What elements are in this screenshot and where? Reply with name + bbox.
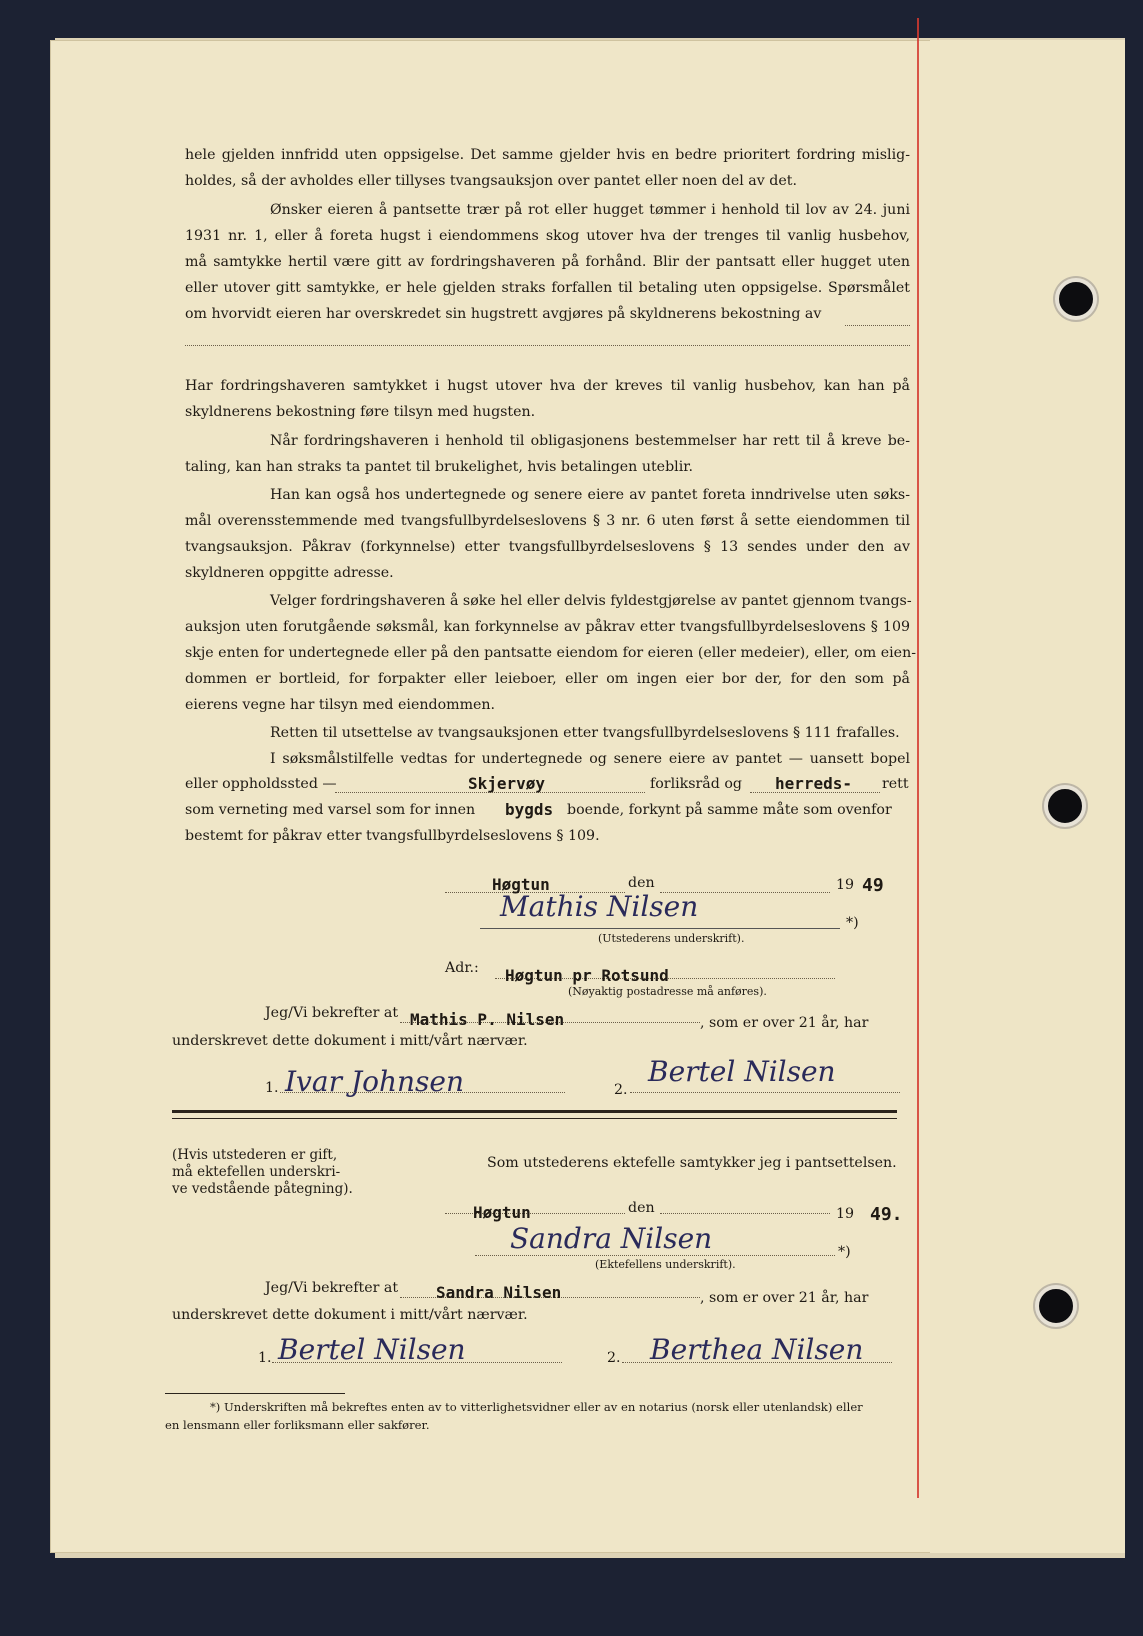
spouse-sig-caption: (Ektefellens underskrift). bbox=[595, 1258, 736, 1271]
spouse-year-prefix: 19 bbox=[836, 1206, 855, 1222]
body-line: dommen er bortleid, for forpakter eller leieboer, eller om ingen eier bor der, for den som på bbox=[185, 671, 910, 687]
spouse-year: 49. bbox=[870, 1204, 903, 1225]
body-line: må samtykke hertil være gitt av fordringshaveren på forhånd. Blir der pantsatt eller hugget uten bbox=[185, 254, 910, 270]
witness1-number-2: 2. bbox=[614, 1082, 628, 1098]
page-right-margin bbox=[930, 40, 1125, 1553]
address-caption: (Nøyaktig postadresse må anføres). bbox=[568, 985, 767, 998]
body-line: eller utover gitt samtykke, er hele gjelden straks forfallen til betaling uten oppsigelse. Spørsmålet bbox=[185, 280, 910, 296]
witness1-signature-1: Ivar Johnsen bbox=[285, 1065, 464, 1098]
year-prefix: 19 bbox=[836, 877, 855, 893]
punch-hole-middle bbox=[1044, 785, 1086, 827]
blank-line bbox=[185, 345, 910, 346]
body-line: taling, kan han straks ta pantet til brukelighet, hvis betalingen uteblir. bbox=[185, 459, 693, 475]
body-line: Ønsker eieren å pantsette trær på rot eller hugget tømmer i henhold til lov av 24. juni bbox=[270, 202, 910, 218]
body-line: auksjon uten forutgående søksmål, kan forkynnelse av påkrav etter tvangsfullbyrdelseslovens § 109 bbox=[185, 619, 910, 635]
section-divider-thin bbox=[172, 1118, 897, 1119]
spouse-den-label: den bbox=[628, 1200, 655, 1216]
venue-court: herreds- bbox=[775, 774, 853, 793]
spouse-place: Høgtun bbox=[473, 1203, 531, 1222]
witness1-tail: , som er over 21 år, har bbox=[700, 1015, 869, 1031]
witness2-number-1: 1. bbox=[258, 1350, 272, 1366]
witness2-tail: , som er over 21 år, har bbox=[700, 1290, 869, 1306]
witness1-line2: underskrevet dette dokument i mitt/vårt nærvær. bbox=[172, 1033, 528, 1049]
blank-line bbox=[845, 325, 910, 326]
spouse-sig-note: *) bbox=[838, 1244, 851, 1260]
venue-line2-suffix: boende, forkynt på samme måte som ovenfor bbox=[567, 802, 892, 818]
venue-line2-prefix: som verneting med varsel som for innen bbox=[185, 802, 476, 818]
issuer-year: 49 bbox=[862, 875, 884, 896]
body-line: hele gjelden innfridd uten oppsigelse. Det samme gjelder hvis en bedre prioritert fordring mislig- bbox=[185, 147, 910, 163]
body-line: Når fordringshaveren i henhold til obligasjonens bestemmelser har rett til å kreve be- bbox=[270, 433, 910, 449]
witness1-line-1 bbox=[280, 1092, 565, 1093]
body-line: Velger fordringshaveren å søke hel eller delvis fyldestgjørelse av pantet gjennom tvangs- bbox=[270, 593, 912, 609]
issuer-sig-caption: (Utstederens underskrift). bbox=[598, 932, 745, 945]
witness2-signature-1: Bertel Nilsen bbox=[278, 1333, 466, 1366]
adr-label: Adr.: bbox=[445, 960, 479, 976]
spouse-note-line: ve vedstående påtegning). bbox=[172, 1181, 353, 1197]
witness2-number-2: 2. bbox=[607, 1350, 621, 1366]
witness2-line-2 bbox=[622, 1362, 892, 1363]
issuer-place: Høgtun bbox=[492, 875, 550, 894]
spouse-place-line bbox=[445, 1213, 625, 1214]
body-line: skyldnerens bekostning føre tilsyn med hugsten. bbox=[185, 404, 536, 420]
body-line: Har fordringshaveren samtykket i hugst utover hva der kreves til vanlig husbehov, kan han på bbox=[185, 378, 910, 394]
body-line: skje enten for undertegnede eller på den pantsatte eiendom for eieren (eller medeier), eller, om eien- bbox=[185, 645, 917, 661]
body-line: tvangsauksjon. Påkrav (forkynnelse) etter tvangsfullbyrdelseslovens § 13 sendes under den av bbox=[185, 539, 910, 555]
venue-line3: bestemt for påkrav etter tvangsfullbyrdelseslovens § 109. bbox=[185, 828, 600, 844]
body-line: Han kan også hos undertegnede og senere eiere av pantet foreta inndrivelse uten søks- bbox=[270, 487, 910, 503]
issuer-sig-note: *) bbox=[846, 915, 859, 931]
issuer-signature: Mathis Nilsen bbox=[500, 890, 699, 923]
body-line: mål overensstemmende med tvangsfullbyrdelseslovens § 3 nr. 6 uten først å sette eiendommen til bbox=[185, 513, 910, 529]
footnote-rule bbox=[165, 1393, 345, 1394]
section-divider bbox=[172, 1110, 897, 1113]
body-line: skyldneren oppgitte adresse. bbox=[185, 565, 394, 581]
body-line: eierens vegne har tilsyn med eiendommen. bbox=[185, 697, 496, 713]
den-label: den bbox=[628, 875, 655, 891]
venue-rett: rett bbox=[882, 776, 909, 792]
footnote-line-2: en lensmann eller forliksmann eller sakfører. bbox=[165, 1418, 430, 1432]
punch-hole-bottom bbox=[1035, 1285, 1077, 1327]
witness2-signature-2: Berthea Nilsen bbox=[650, 1333, 864, 1366]
body-line: 1931 nr. 1, eller å foreta hugst i eiendommens skog utover hva der trenges til vanlig husbehov, bbox=[185, 228, 910, 244]
body-line: Retten til utsettelse av tvangsauksjonen etter tvangsfullbyrdelseslovens § 111 frafalles. bbox=[270, 725, 900, 741]
spouse-note-line: må ektefellen underskri- bbox=[172, 1164, 341, 1180]
issuer-address: Høgtun pr Rotsund bbox=[505, 966, 669, 985]
venue-bygds: bygds bbox=[505, 800, 554, 819]
body-line: om hvorvidt eieren har overskredet sin hugstrett avgjøres på skyldnerens bekostning av bbox=[185, 306, 822, 322]
witness1-number-1: 1. bbox=[265, 1080, 279, 1096]
spouse-signature: Sandra Nilsen bbox=[510, 1222, 713, 1255]
witness1-signature-2: Bertel Nilsen bbox=[648, 1055, 836, 1088]
witness1-name: Mathis P. Nilsen bbox=[410, 1010, 565, 1029]
body-line: holdes, så der avholdes eller tillyses tvangsauksjon over pantet eller noen del av det. bbox=[185, 173, 797, 189]
spouse-note-line: (Hvis utstederen er gift, bbox=[172, 1147, 338, 1163]
witness1-lead: Jeg/Vi bekrefter at bbox=[265, 1005, 399, 1021]
red-margin-line bbox=[917, 18, 919, 1498]
body-line: I søksmålstilfelle vedtas for undertegnede og senere eiere av pantet — uansett bopel bbox=[270, 751, 910, 767]
witness2-name: Sandra Nilsen bbox=[436, 1283, 562, 1302]
spouse-date-line bbox=[660, 1213, 830, 1214]
venue-place: Skjervøy bbox=[468, 774, 546, 793]
punch-hole-top bbox=[1055, 278, 1097, 320]
witness2-line2: underskrevet dette dokument i mitt/vårt nærvær. bbox=[172, 1307, 528, 1323]
spouse-signature-line bbox=[475, 1255, 835, 1256]
issuer-signature-line bbox=[480, 928, 840, 929]
witness1-line-2 bbox=[630, 1092, 900, 1093]
venue-forliksrad: forliksråd og bbox=[650, 776, 742, 792]
witness2-line-1 bbox=[272, 1362, 562, 1363]
footnote-line-1: *) Underskriften må bekreftes enten av to vitterlighetsvidner eller av en notarius (norsk eller utenlandsk) eller bbox=[210, 1400, 863, 1414]
spouse-consent: Som utstederens ektefelle samtykker jeg i pantsettelsen. bbox=[487, 1155, 897, 1171]
witness2-lead: Jeg/Vi bekrefter at bbox=[265, 1280, 399, 1296]
venue-prefix: eller oppholdssted — bbox=[185, 776, 337, 792]
